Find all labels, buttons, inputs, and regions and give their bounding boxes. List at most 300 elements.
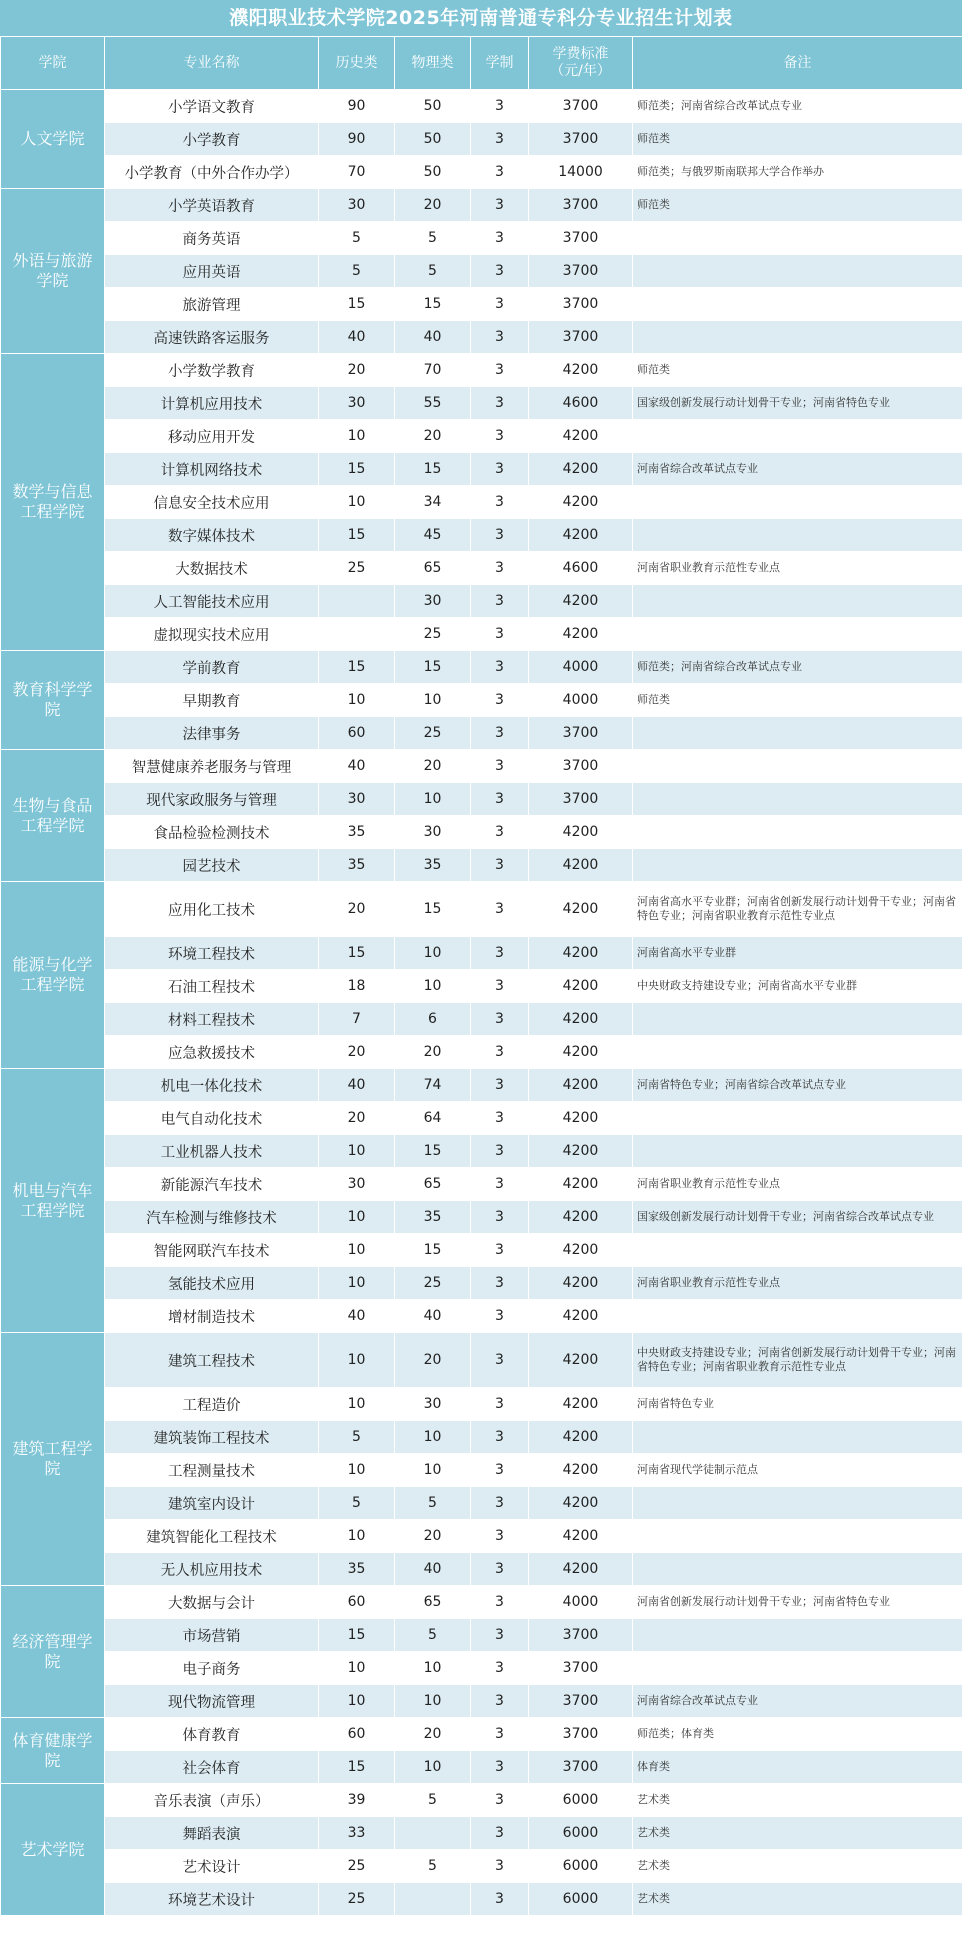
fee-cell: 4200 — [529, 1036, 633, 1069]
physics-quota-cell: 15 — [395, 288, 471, 321]
history-quota-cell: 10 — [319, 684, 395, 717]
physics-quota-cell: 20 — [395, 189, 471, 222]
table-row — [1, 882, 962, 937]
major-cell: 小学语文教育 — [105, 90, 319, 123]
major-cell: 现代物流管理 — [105, 1685, 319, 1718]
fee-cell: 4200 — [529, 1300, 633, 1333]
table-row — [1, 387, 962, 420]
note-cell — [633, 1036, 962, 1069]
physics-quota-cell: 10 — [395, 937, 471, 970]
history-quota-cell: 10 — [319, 1135, 395, 1168]
major-cell: 小学数学教育 — [105, 354, 319, 387]
major-cell: 电气自动化技术 — [105, 1102, 319, 1135]
note-cell: 中央财政支持建设专业；河南省创新发展行动计划骨干专业；河南省特色专业；河南省职业教育示范性专业点 — [633, 1333, 962, 1388]
major-cell: 移动应用开发 — [105, 420, 319, 453]
major-cell: 早期教育 — [105, 684, 319, 717]
table-row — [1, 1817, 962, 1850]
physics-quota-cell: 30 — [395, 816, 471, 849]
history-quota-cell: 60 — [319, 1586, 395, 1619]
physics-quota-cell: 20 — [395, 1036, 471, 1069]
major-cell: 信息安全技术应用 — [105, 486, 319, 519]
table-row — [1, 1751, 962, 1784]
physics-quota-cell: 10 — [395, 684, 471, 717]
physics-quota-cell: 40 — [395, 1553, 471, 1586]
physics-quota-cell: 10 — [395, 1685, 471, 1718]
table-body — [1, 90, 962, 1916]
history-quota-cell: 40 — [319, 1300, 395, 1333]
years-cell: 3 — [471, 1300, 529, 1333]
note-cell — [633, 1619, 962, 1652]
physics-quota-cell: 50 — [395, 123, 471, 156]
fee-cell: 4200 — [529, 618, 633, 651]
major-cell: 机电一体化技术 — [105, 1069, 319, 1102]
years-cell: 3 — [471, 1267, 529, 1300]
header-physics: 物理类 — [395, 37, 471, 90]
physics-quota-cell: 5 — [395, 1487, 471, 1520]
years-cell: 3 — [471, 1883, 529, 1916]
major-cell: 音乐表演（声乐） — [105, 1784, 319, 1817]
major-cell: 增材制造技术 — [105, 1300, 319, 1333]
history-quota-cell: 20 — [319, 882, 395, 937]
major-cell: 新能源汽车技术 — [105, 1168, 319, 1201]
physics-quota-cell: 5 — [395, 1619, 471, 1652]
major-cell: 现代家政服务与管理 — [105, 783, 319, 816]
note-cell: 河南省综合改革试点专业 — [633, 1685, 962, 1718]
physics-quota-cell: 70 — [395, 354, 471, 387]
history-quota-cell: 40 — [319, 1069, 395, 1102]
history-quota-cell: 10 — [319, 1234, 395, 1267]
history-quota-cell: 20 — [319, 1102, 395, 1135]
history-quota-cell: 35 — [319, 816, 395, 849]
table-row — [1, 684, 962, 717]
table-row — [1, 1553, 962, 1586]
fee-cell: 3700 — [529, 1751, 633, 1784]
history-quota-cell: 35 — [319, 849, 395, 882]
table-row — [1, 1586, 962, 1619]
fee-cell: 4600 — [529, 387, 633, 420]
history-quota-cell: 30 — [319, 387, 395, 420]
physics-quota-cell: 15 — [395, 1234, 471, 1267]
table-row — [1, 1102, 962, 1135]
major-cell: 社会体育 — [105, 1751, 319, 1784]
history-quota-cell — [319, 618, 395, 651]
years-cell: 3 — [471, 420, 529, 453]
years-cell: 3 — [471, 849, 529, 882]
years-cell: 3 — [471, 750, 529, 783]
years-cell: 3 — [471, 816, 529, 849]
history-quota-cell: 30 — [319, 783, 395, 816]
major-cell: 小学英语教育 — [105, 189, 319, 222]
years-cell: 3 — [471, 618, 529, 651]
fee-cell: 4200 — [529, 1069, 633, 1102]
physics-quota-cell: 6 — [395, 1003, 471, 1036]
note-cell — [633, 321, 962, 354]
table-row — [1, 1003, 962, 1036]
table-row — [1, 1454, 962, 1487]
years-cell: 3 — [471, 189, 529, 222]
note-cell — [633, 519, 962, 552]
physics-quota-cell: 65 — [395, 1168, 471, 1201]
fee-cell: 4200 — [529, 1388, 633, 1421]
note-cell: 河南省高水平专业群；河南省创新发展行动计划骨干专业；河南省特色专业；河南省职业教育示范性专业点 — [633, 882, 962, 937]
table-row — [1, 750, 962, 783]
note-cell: 河南省高水平专业群 — [633, 937, 962, 970]
years-cell: 3 — [471, 1003, 529, 1036]
physics-quota-cell: 10 — [395, 783, 471, 816]
physics-quota-cell: 25 — [395, 1267, 471, 1300]
physics-quota-cell: 15 — [395, 882, 471, 937]
physics-quota-cell: 50 — [395, 156, 471, 189]
history-quota-cell: 10 — [319, 1267, 395, 1300]
history-quota-cell: 10 — [319, 420, 395, 453]
physics-quota-cell: 35 — [395, 1201, 471, 1234]
fee-cell: 6000 — [529, 1817, 633, 1850]
table-row — [1, 651, 962, 684]
years-cell: 3 — [471, 387, 529, 420]
years-cell: 3 — [471, 717, 529, 750]
header-college: 学院 — [1, 37, 105, 90]
fee-cell: 4200 — [529, 585, 633, 618]
history-quota-cell: 15 — [319, 453, 395, 486]
major-cell: 高速铁路客运服务 — [105, 321, 319, 354]
history-quota-cell: 60 — [319, 1718, 395, 1751]
college-cell: 经济管理学院 — [1, 1586, 105, 1718]
years-cell: 3 — [471, 585, 529, 618]
major-cell: 小学教育（中外合作办学） — [105, 156, 319, 189]
history-quota-cell: 5 — [319, 1421, 395, 1454]
fee-cell: 4200 — [529, 354, 633, 387]
major-cell: 建筑室内设计 — [105, 1487, 319, 1520]
history-quota-cell: 10 — [319, 1685, 395, 1718]
header-major: 专业名称 — [105, 37, 319, 90]
history-quota-cell: 15 — [319, 1751, 395, 1784]
physics-quota-cell: 55 — [395, 387, 471, 420]
note-cell — [633, 783, 962, 816]
physics-quota-cell: 20 — [395, 750, 471, 783]
fee-cell: 3700 — [529, 288, 633, 321]
years-cell: 3 — [471, 90, 529, 123]
major-cell: 园艺技术 — [105, 849, 319, 882]
fee-cell: 4200 — [529, 519, 633, 552]
history-quota-cell: 10 — [319, 1388, 395, 1421]
years-cell: 3 — [471, 1751, 529, 1784]
college-cell: 外语与旅游学院 — [1, 189, 105, 354]
table-row — [1, 1036, 962, 1069]
history-quota-cell: 35 — [319, 1553, 395, 1586]
history-quota-cell: 10 — [319, 1333, 395, 1388]
years-cell: 3 — [471, 1586, 529, 1619]
years-cell: 3 — [471, 1454, 529, 1487]
history-quota-cell: 10 — [319, 1520, 395, 1553]
years-cell: 3 — [471, 1784, 529, 1817]
major-cell: 建筑装饰工程技术 — [105, 1421, 319, 1454]
fee-cell: 4200 — [529, 816, 633, 849]
table-row — [1, 1135, 962, 1168]
table-row — [1, 1388, 962, 1421]
years-cell: 3 — [471, 1234, 529, 1267]
years-cell: 3 — [471, 222, 529, 255]
table-row — [1, 1267, 962, 1300]
physics-quota-cell: 10 — [395, 1454, 471, 1487]
years-cell: 3 — [471, 882, 529, 937]
fee-cell: 4200 — [529, 1333, 633, 1388]
fee-cell: 4000 — [529, 684, 633, 717]
physics-quota-cell: 20 — [395, 1333, 471, 1388]
table-row — [1, 970, 962, 1003]
major-cell: 大数据技术 — [105, 552, 319, 585]
major-cell: 艺术设计 — [105, 1850, 319, 1883]
table-row — [1, 1685, 962, 1718]
fee-cell: 14000 — [529, 156, 633, 189]
physics-quota-cell: 10 — [395, 1652, 471, 1685]
history-quota-cell — [319, 585, 395, 618]
history-quota-cell: 10 — [319, 1201, 395, 1234]
fee-cell: 3700 — [529, 717, 633, 750]
years-cell: 3 — [471, 519, 529, 552]
physics-quota-cell: 15 — [395, 651, 471, 684]
table-row — [1, 255, 962, 288]
physics-quota-cell: 5 — [395, 255, 471, 288]
fee-cell: 4200 — [529, 1003, 633, 1036]
table-row — [1, 486, 962, 519]
fee-cell: 4200 — [529, 1135, 633, 1168]
college-cell: 人文学院 — [1, 90, 105, 189]
college-cell: 艺术学院 — [1, 1784, 105, 1916]
college-cell: 建筑工程学院 — [1, 1333, 105, 1586]
header-note: 备注 — [633, 37, 962, 90]
physics-quota-cell: 20 — [395, 1520, 471, 1553]
major-cell: 无人机应用技术 — [105, 1553, 319, 1586]
table-row — [1, 1168, 962, 1201]
table-row — [1, 585, 962, 618]
history-quota-cell: 33 — [319, 1817, 395, 1850]
major-cell: 智慧健康养老服务与管理 — [105, 750, 319, 783]
fee-cell: 4200 — [529, 970, 633, 1003]
years-cell: 3 — [471, 288, 529, 321]
major-cell: 智能网联汽车技术 — [105, 1234, 319, 1267]
college-cell: 教育科学学院 — [1, 651, 105, 750]
fee-cell: 4200 — [529, 420, 633, 453]
table-row — [1, 1487, 962, 1520]
history-quota-cell: 15 — [319, 288, 395, 321]
major-cell: 小学教育 — [105, 123, 319, 156]
fee-cell: 4200 — [529, 937, 633, 970]
note-cell: 艺术类 — [633, 1784, 962, 1817]
years-cell: 3 — [471, 156, 529, 189]
fee-cell: 3700 — [529, 750, 633, 783]
note-cell — [633, 1135, 962, 1168]
table-row — [1, 1718, 962, 1751]
college-cell: 生物与食品工程学院 — [1, 750, 105, 882]
years-cell: 3 — [471, 970, 529, 1003]
major-cell: 虚拟现实技术应用 — [105, 618, 319, 651]
note-cell: 河南省职业教育示范性专业点 — [633, 552, 962, 585]
table-row — [1, 189, 962, 222]
fee-cell: 3700 — [529, 189, 633, 222]
major-cell: 工业机器人技术 — [105, 1135, 319, 1168]
note-cell — [633, 1003, 962, 1036]
physics-quota-cell: 5 — [395, 1784, 471, 1817]
fee-cell: 4200 — [529, 1520, 633, 1553]
history-quota-cell: 70 — [319, 156, 395, 189]
note-cell: 师范类 — [633, 684, 962, 717]
fee-cell: 6000 — [529, 1883, 633, 1916]
note-cell: 河南省职业教育示范性专业点 — [633, 1168, 962, 1201]
note-cell: 河南省综合改革试点专业 — [633, 453, 962, 486]
enrollment-table — [0, 36, 962, 1916]
major-cell: 工程造价 — [105, 1388, 319, 1421]
history-quota-cell: 90 — [319, 90, 395, 123]
fee-cell: 3700 — [529, 321, 633, 354]
years-cell: 3 — [471, 354, 529, 387]
table-row — [1, 156, 962, 189]
note-cell: 国家级创新发展行动计划骨干专业；河南省特色专业 — [633, 387, 962, 420]
table-row — [1, 937, 962, 970]
table-row — [1, 420, 962, 453]
fee-cell: 3700 — [529, 90, 633, 123]
history-quota-cell: 10 — [319, 1652, 395, 1685]
note-cell: 体育类 — [633, 1751, 962, 1784]
note-cell: 师范类 — [633, 354, 962, 387]
table-row — [1, 519, 962, 552]
note-cell — [633, 1421, 962, 1454]
physics-quota-cell: 5 — [395, 1850, 471, 1883]
major-cell: 石油工程技术 — [105, 970, 319, 1003]
major-cell: 工程测量技术 — [105, 1454, 319, 1487]
years-cell: 3 — [471, 684, 529, 717]
fee-cell: 4200 — [529, 1454, 633, 1487]
table-row — [1, 123, 962, 156]
table-row — [1, 354, 962, 387]
fee-cell: 4600 — [529, 552, 633, 585]
fee-cell: 3700 — [529, 1718, 633, 1751]
note-cell: 艺术类 — [633, 1883, 962, 1916]
table-row — [1, 1201, 962, 1234]
note-cell: 河南省职业教育示范性专业点 — [633, 1267, 962, 1300]
table-row — [1, 1652, 962, 1685]
table-row — [1, 1234, 962, 1267]
physics-quota-cell: 40 — [395, 321, 471, 354]
history-quota-cell: 10 — [319, 486, 395, 519]
major-cell: 计算机网络技术 — [105, 453, 319, 486]
years-cell: 3 — [471, 783, 529, 816]
years-cell: 3 — [471, 321, 529, 354]
fee-cell: 4200 — [529, 486, 633, 519]
table-row — [1, 1333, 962, 1388]
years-cell: 3 — [471, 1718, 529, 1751]
header-history: 历史类 — [319, 37, 395, 90]
major-cell: 环境艺术设计 — [105, 1883, 319, 1916]
years-cell: 3 — [471, 1487, 529, 1520]
years-cell: 3 — [471, 1850, 529, 1883]
history-quota-cell: 10 — [319, 1454, 395, 1487]
history-quota-cell: 25 — [319, 1883, 395, 1916]
note-cell: 师范类；体育类 — [633, 1718, 962, 1751]
major-cell: 环境工程技术 — [105, 937, 319, 970]
fee-cell: 4200 — [529, 453, 633, 486]
note-cell — [633, 849, 962, 882]
years-cell: 3 — [471, 1201, 529, 1234]
physics-quota-cell: 15 — [395, 453, 471, 486]
history-quota-cell: 90 — [319, 123, 395, 156]
major-cell: 食品检验检测技术 — [105, 816, 319, 849]
history-quota-cell: 5 — [319, 222, 395, 255]
history-quota-cell: 20 — [319, 354, 395, 387]
college-cell: 体育健康学院 — [1, 1718, 105, 1784]
history-quota-cell: 5 — [319, 1487, 395, 1520]
major-cell: 应用化工技术 — [105, 882, 319, 937]
note-cell — [633, 222, 962, 255]
table-row — [1, 288, 962, 321]
fee-cell: 4200 — [529, 1487, 633, 1520]
note-cell — [633, 1102, 962, 1135]
table-row — [1, 816, 962, 849]
note-cell: 河南省创新发展行动计划骨干专业；河南省特色专业 — [633, 1586, 962, 1619]
years-cell: 3 — [471, 651, 529, 684]
note-cell — [633, 717, 962, 750]
table-row — [1, 1300, 962, 1333]
years-cell: 3 — [471, 1388, 529, 1421]
physics-quota-cell: 10 — [395, 1421, 471, 1454]
note-cell — [633, 750, 962, 783]
physics-quota-cell: 64 — [395, 1102, 471, 1135]
fee-cell: 3700 — [529, 222, 633, 255]
major-cell: 学前教育 — [105, 651, 319, 684]
years-cell: 3 — [471, 486, 529, 519]
physics-quota-cell: 10 — [395, 1751, 471, 1784]
years-cell: 3 — [471, 1421, 529, 1454]
table-row — [1, 1520, 962, 1553]
major-cell: 旅游管理 — [105, 288, 319, 321]
fee-cell: 6000 — [529, 1850, 633, 1883]
note-cell — [633, 1652, 962, 1685]
fee-cell: 4200 — [529, 849, 633, 882]
table-row — [1, 453, 962, 486]
header-fee: 学费标准 （元/年） — [529, 37, 633, 90]
physics-quota-cell: 34 — [395, 486, 471, 519]
years-cell: 3 — [471, 1036, 529, 1069]
college-cell: 数学与信息工程学院 — [1, 354, 105, 651]
note-cell — [633, 816, 962, 849]
physics-quota-cell: 20 — [395, 1718, 471, 1751]
years-cell: 3 — [471, 1685, 529, 1718]
note-cell — [633, 1234, 962, 1267]
physics-quota-cell: 15 — [395, 1135, 471, 1168]
table-row — [1, 222, 962, 255]
history-quota-cell: 25 — [319, 552, 395, 585]
major-cell: 体育教育 — [105, 1718, 319, 1751]
fee-cell: 4200 — [529, 1201, 633, 1234]
table-row — [1, 618, 962, 651]
note-cell: 师范类；与俄罗斯南联邦大学合作举办 — [633, 156, 962, 189]
physics-quota-cell: 10 — [395, 970, 471, 1003]
physics-quota-cell: 30 — [395, 1388, 471, 1421]
major-cell: 人工智能技术应用 — [105, 585, 319, 618]
document-title: 濮阳职业技术学院2025年河南普通专科分专业招生计划表 — [0, 0, 962, 36]
years-cell: 3 — [471, 1069, 529, 1102]
table-row — [1, 717, 962, 750]
years-cell: 3 — [471, 1553, 529, 1586]
major-cell: 法律事务 — [105, 717, 319, 750]
fee-cell: 3700 — [529, 1652, 633, 1685]
table-row — [1, 1619, 962, 1652]
history-quota-cell: 60 — [319, 717, 395, 750]
physics-quota-cell: 45 — [395, 519, 471, 552]
years-cell: 3 — [471, 123, 529, 156]
fee-cell: 4200 — [529, 1553, 633, 1586]
fee-cell: 4200 — [529, 1168, 633, 1201]
physics-quota-cell: 25 — [395, 717, 471, 750]
